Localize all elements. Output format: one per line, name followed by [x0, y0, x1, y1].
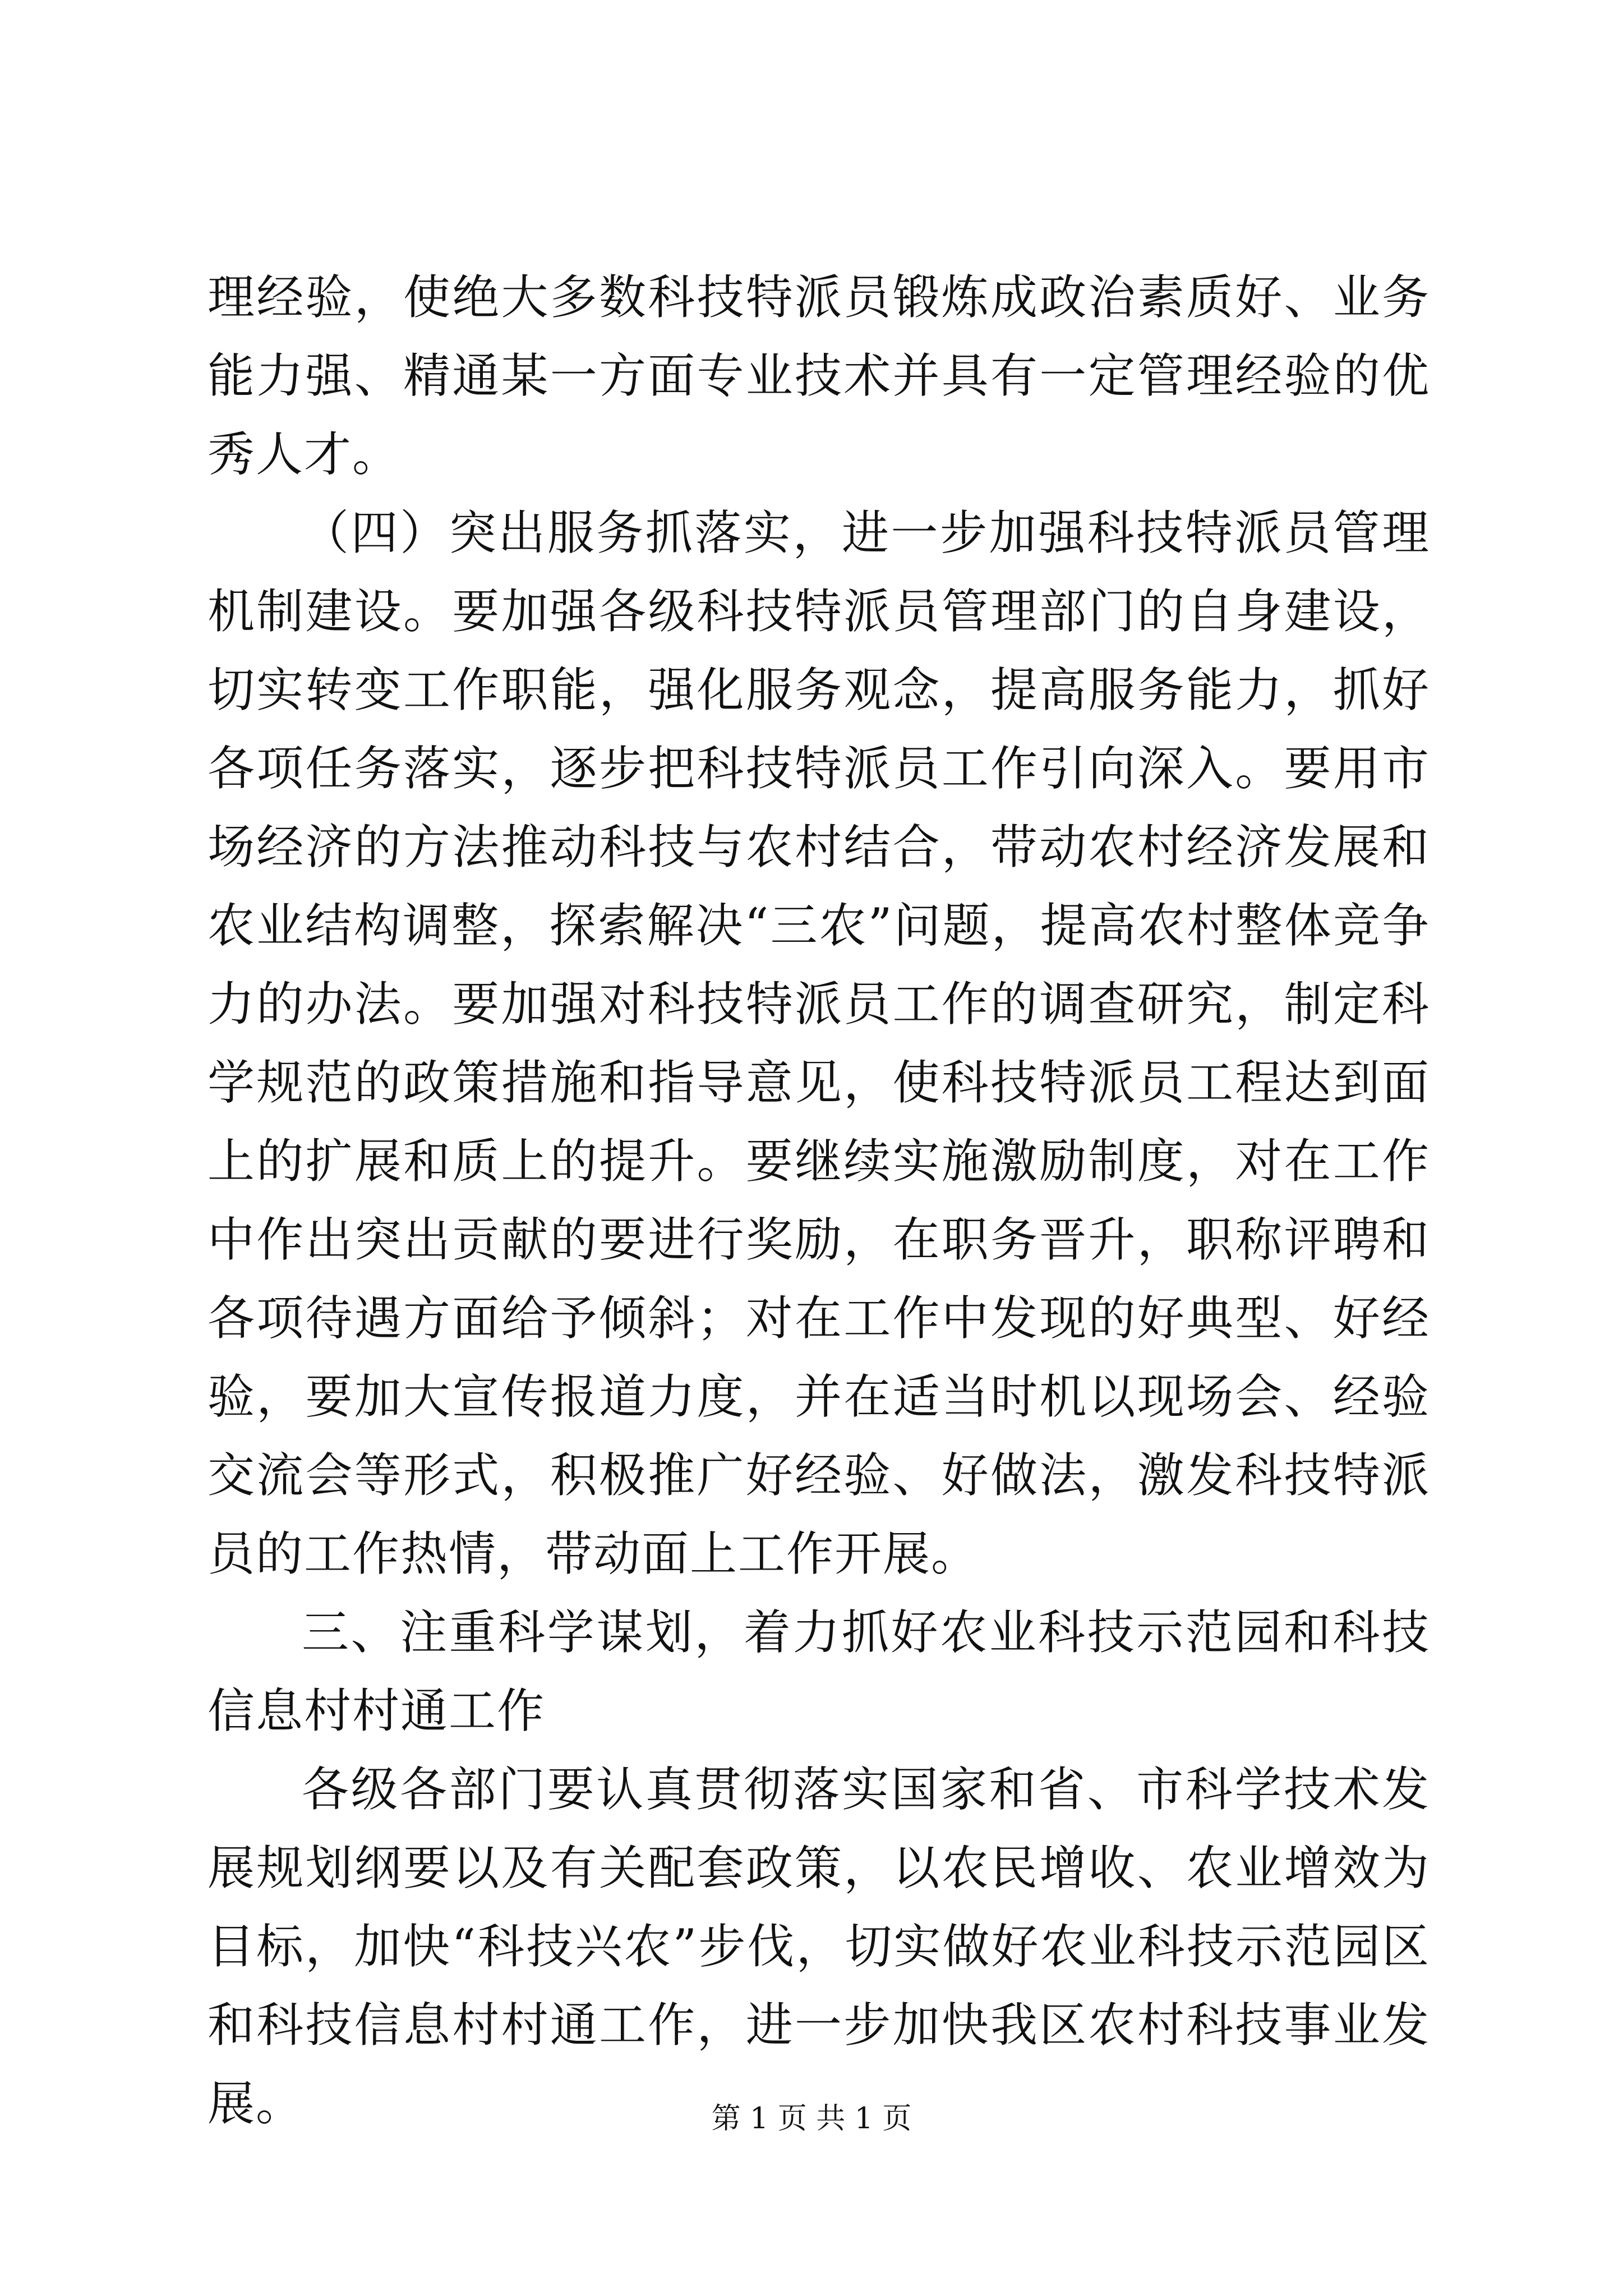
paragraph-continuation: 理经验，使绝大多数科技特派员锻炼成政治素质好、业务能力强、精通某一方面专业技术并具有一定管理经验的优秀人才。 — [208, 270, 1430, 482]
paragraph-section-three-body: 各级各部门要认真贯彻落实国家和省、市科学技术发展规划纲要以及有关配套政策，以农民增收、农业增效为目标，加快“科技兴农”步伐，切实做好农业科技示范园区和科技信息村村通工作，进一步加快我区农村科技事业发展。 — [208, 1762, 1430, 2131]
paragraph-section-four: （四）突出服务抓落实，进一步加强科技特派员管理机制建设。要加强各级科技特派员管理部门的自身建设，切实转变工作职能，强化服务观念，提高服务能力，抓好各项任务落实，逐步把科技特派员工作引向深入。要用市场经济的方法推动科技与农村结合，带动农村经济发展和农业结构调整，探索解决“三农”问题，提高农村整体竞争力的办法。要加强对科技特派员工作的调查研究，制定科学规范的政策措施和指导意见，使科技特派员工程达到面上的扩展和质上的提升。要继续实施激励制度，对在工作中作出突出贡献的要进行奖励，在职务晋升，职称评聘和各项待遇方面给予倾斜；对在工作中发现的好典型、好经验，要加大宣传报道力度，并在适当时机以现场会、经验交流会等形式，积极推广好经验、好做法，激发科技特派员的工作热情，带动面上工作开展。 — [208, 505, 1430, 1581]
document-body — [208, 258, 1430, 2143]
section-heading-three: 三、注重科学谋划，着力抓好农业科技示范园和科技信息村村通工作 — [208, 1605, 1430, 1738]
page-number-footer: 第 1 页 共 1 页 — [711, 2102, 912, 2136]
